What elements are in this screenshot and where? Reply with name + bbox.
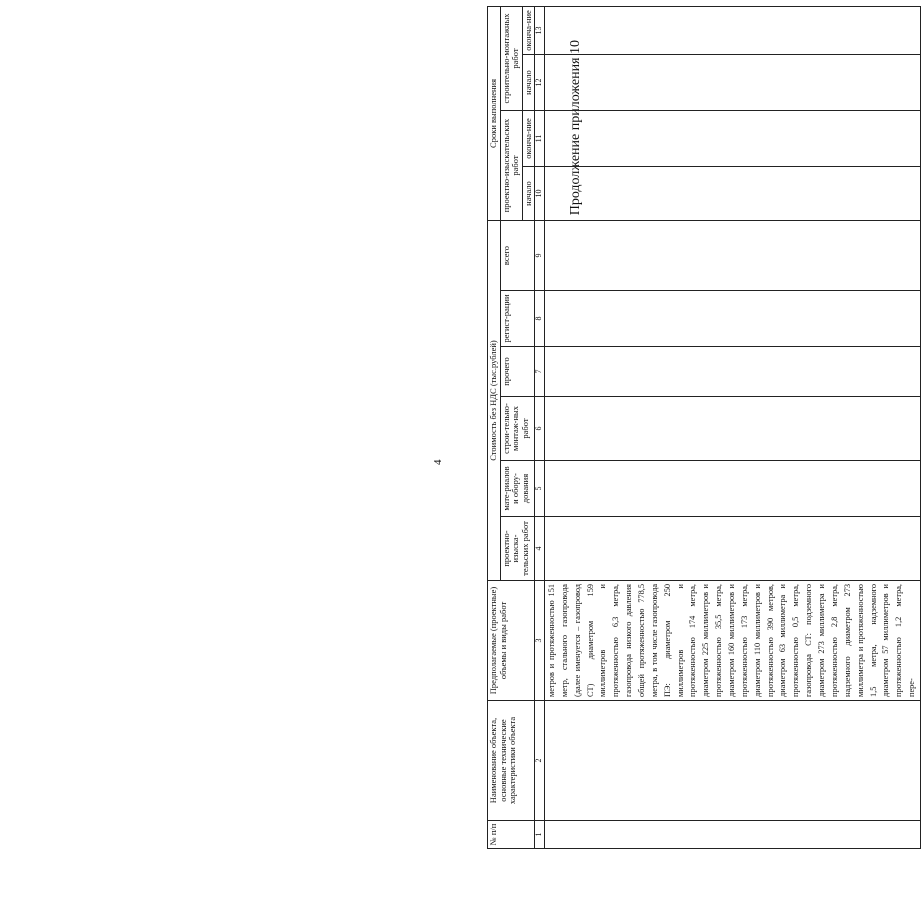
- column-number: 9: [535, 221, 545, 291]
- column-number: 10: [535, 167, 545, 221]
- header-construction-end: оконча-ние: [522, 6, 535, 54]
- empty-cell: [545, 111, 921, 167]
- empty-cell: [545, 397, 921, 461]
- empty-cell: [545, 347, 921, 397]
- empty-cell: [545, 221, 921, 291]
- header-terms-construction: строительно-монтажных работ: [500, 6, 522, 110]
- column-number: 3: [535, 581, 545, 701]
- empty-cell: [545, 821, 921, 849]
- empty-cell: [545, 6, 921, 54]
- header-cost-survey: проектно-изыска-тельских работ: [500, 517, 535, 581]
- header-object-name: Наименование объекта, основные технические характеристики объекта: [488, 701, 535, 821]
- header-cost-group: Стоимость без НДС (тыс.рублей): [488, 221, 501, 581]
- table-row: [545, 6, 921, 848]
- empty-cell: [545, 167, 921, 221]
- empty-cell: [545, 291, 921, 347]
- header-cost-total: всего: [500, 221, 535, 291]
- header-survey-start: начало: [522, 167, 535, 221]
- empty-cell: [545, 461, 921, 517]
- column-number: 2: [535, 701, 545, 821]
- appendix-continuation-title: Продолжение приложения 10: [568, 40, 583, 216]
- empty-cell: [545, 701, 921, 821]
- column-number: 4: [535, 517, 545, 581]
- column-number: 1: [535, 821, 545, 849]
- header-works: Предполагаемые (проектные) объемы и виды работ: [488, 581, 535, 701]
- header-cost-materials: мате-риалов и обору-дования: [500, 461, 535, 517]
- column-number: 5: [535, 461, 545, 517]
- header-cost-other: прочего: [500, 347, 535, 397]
- column-number: 12: [535, 55, 545, 111]
- header-survey-end: оконча-ние: [522, 111, 535, 167]
- column-number: 13: [535, 6, 545, 54]
- page-number: 4: [432, 459, 444, 465]
- header-cost-construction: строи-тельно-монтаж-ных работ: [500, 397, 535, 461]
- column-number: 8: [535, 291, 545, 347]
- column-number: 6: [535, 397, 545, 461]
- header-row-1: [488, 6, 501, 848]
- header-number: № п/п: [488, 821, 535, 849]
- header-cost-registration: регист-рации: [500, 291, 535, 347]
- objects-table: [487, 6, 921, 849]
- column-numbers-row: [535, 6, 545, 848]
- header-terms-survey: проектно-изыскательских работ: [500, 111, 522, 221]
- column-number: 11: [535, 111, 545, 167]
- column-number: 7: [535, 347, 545, 397]
- empty-cell: [545, 55, 921, 111]
- header-construction-start: начало: [522, 55, 535, 111]
- works-description: метров и протяженностью 151 метр, стального газопровода (далее именуется – газопровод СТ) диаметром 159 миллиметров и протяженностью 6,3 метра, газопровода низкого давления общей протяженностью 778,5 метра, в том числе газопровода ПЭ: диаметром 250 миллиметров и протяженностью 174 метра, диаметром 225 миллиметров и протяженностью 35,5 метра, диаметром 160 миллиметров и протяженностью 173 метра, диаметром 110 миллиметров и протяженностью 390 метров, диаметром 63 миллиметра и протяженностью 0,5 метра, газопровода СТ: подземного диаметром 273 миллиметра и протяженностью 2,8 метра, надземного диаметром 273 миллиметра и протяженностью 1,5 метра, надземного диаметром 57 миллиметров и протяженностью 1,2 метра, пере-: [545, 581, 921, 701]
- empty-cell: [545, 517, 921, 581]
- header-terms-group: Сроки выполнения: [488, 6, 501, 220]
